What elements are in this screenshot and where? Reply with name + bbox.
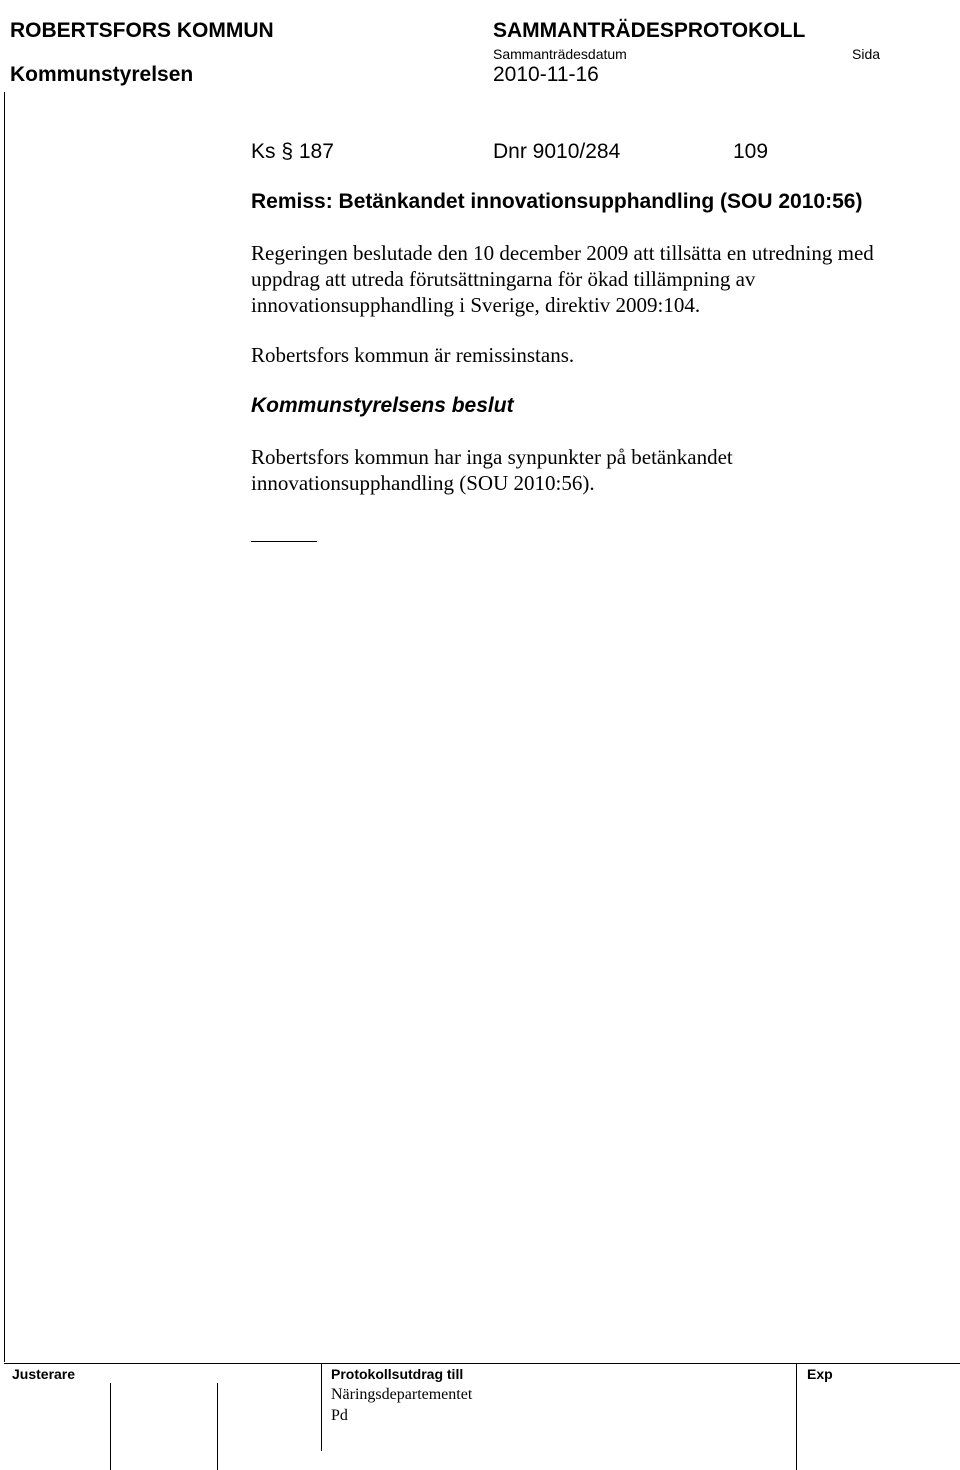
paragraph-line: uppdrag att utreda förutsättningarna för ökad tillämpning av	[251, 267, 756, 291]
exp-label: Exp	[807, 1366, 833, 1382]
footer-column-divider	[321, 1364, 322, 1451]
signature-box-divider	[110, 1383, 111, 1470]
recipient-item: Pd	[331, 1407, 348, 1424]
paragraph-line: innovationsupphandling (SOU 2010:56).	[251, 471, 595, 495]
meeting-date: 2010-11-16	[493, 63, 599, 86]
page-label: Sida	[852, 46, 881, 62]
board-name: Kommunstyrelsen	[10, 63, 194, 86]
decision-paragraph	[251, 444, 733, 496]
case-dnr: Dnr 9010/284	[493, 140, 621, 163]
paragraph-line: innovationsupphandling i Sverige, direktiv 2009:104.	[251, 293, 701, 317]
paragraph-line: Robertsfors kommun har inga synpunkter på betänkandet	[251, 445, 733, 469]
page-number: 109	[733, 140, 769, 163]
end-of-section-rule	[251, 541, 317, 542]
extract-label: Protokollsutdrag till	[331, 1366, 464, 1382]
case-title: Remiss: Betänkandet innovationsupphandling (SOU 2010:56)	[251, 190, 863, 213]
left-margin-rule	[4, 92, 5, 1362]
organization-name: ROBERTSFORS KOMMUN	[10, 19, 274, 42]
document-type: SAMMANTRÄDESPROTOKOLL	[493, 19, 806, 42]
footer-column-divider	[796, 1364, 797, 1470]
adjusters-label: Justerare	[12, 1366, 76, 1382]
signature-box-divider	[217, 1383, 218, 1470]
case-id: Ks § 187	[251, 140, 334, 163]
footer-top-rule	[4, 1363, 960, 1364]
recipient-item: Näringsdepartementet	[331, 1386, 473, 1403]
decision-heading: Kommunstyrelsens beslut	[251, 394, 514, 417]
meeting-date-label: Sammanträdesdatum	[493, 46, 627, 62]
paragraph-line: Regeringen beslutade den 10 december 2009 att tillsätta en utredning med	[251, 241, 874, 265]
referral-paragraph: Robertsfors kommun är remissinstans.	[251, 343, 575, 367]
background-paragraph	[251, 240, 874, 318]
